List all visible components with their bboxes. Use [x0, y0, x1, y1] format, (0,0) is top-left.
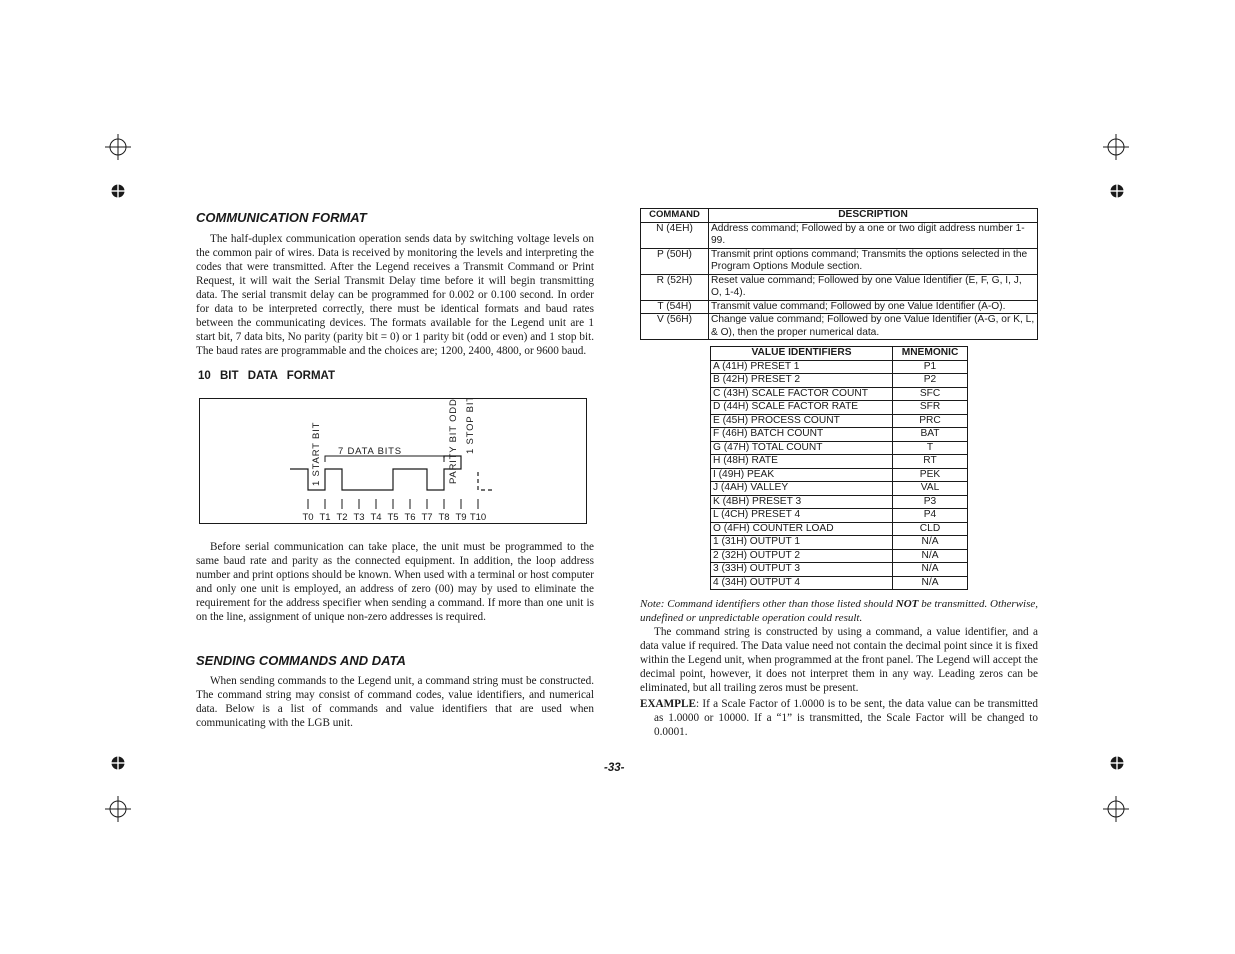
time-label: T2	[336, 512, 348, 523]
table-row	[711, 360, 968, 374]
table-row	[711, 509, 968, 523]
stop-bit-dashed-line	[478, 472, 495, 490]
time-label: T8	[438, 512, 450, 523]
value-identifier-cell: F (46H) BATCH COUNT	[711, 428, 893, 442]
bit-format-diagram-svg	[199, 398, 587, 524]
value-identifier-cell: H (48H) RATE	[711, 455, 893, 469]
command-cell: R (52H)	[641, 274, 709, 300]
value-identifier-cell: B (42H) PRESET 2	[711, 374, 893, 388]
note-text-suffix: be transmitted. Otherwise, undefined or unpredictable operation could result.	[640, 598, 1039, 624]
table-row	[711, 563, 968, 577]
table-row	[711, 536, 968, 550]
value-identifier-cell: O (4FH) COUNTER LOAD	[711, 522, 893, 536]
table-row	[641, 274, 1038, 300]
mnemonic-cell: RT	[893, 455, 968, 469]
bit-format-diagram	[199, 398, 587, 523]
value-identifier-cell: 3 (33H) OUTPUT 3	[711, 563, 893, 577]
note-text-prefix: Note: Command identifiers other than those listed should	[640, 598, 896, 610]
command-header: COMMAND	[641, 209, 709, 223]
value-identifier-cell: 4 (34H) OUTPUT 4	[711, 576, 893, 590]
value-identifier-cell: I (49H) PEAK	[711, 468, 893, 482]
mnemonic-cell: VAL	[893, 482, 968, 496]
mnemonic-cell: PRC	[893, 414, 968, 428]
table-row	[711, 455, 968, 469]
communication-format-paragraph: The half-duplex communication operation sends data by switching voltage levels on the common pair of wires. Data is received by monitoring the levels and interpreting the codes that were transmitted. After the Legend receives a Transmit Command or Print Request, it will wait the Serial Transmit Delay time before it will begin transmitting data. The serial transmit delay can be programmed for 0.002 or 0.100 second. In order for data to be interpreted correctly, there must be identical formats and baud rates between the communicating devices. The formats available for the Legend unit are 1 start bit, 7 data bits, No parity (parity bit = 0) or 1 parity bit (odd or even) and 1 stop bit. The baud rates are programmable and the choices are; 1200, 2400, 4800, or 9600 baud.	[196, 233, 594, 357]
left-column-lower	[196, 540, 594, 730]
table-row	[711, 522, 968, 536]
table-row	[711, 576, 968, 590]
mnemonic-cell: SFC	[893, 387, 968, 401]
command-cell: V (56H)	[641, 314, 709, 340]
note-paragraph	[640, 597, 1038, 625]
table-row	[641, 314, 1038, 340]
value-identifier-cell: D (44H) SCALE FACTOR RATE	[711, 401, 893, 415]
value-identifiers-header: VALUE IDENTIFIERS	[711, 347, 893, 361]
mnemonic-cell: N/A	[893, 563, 968, 577]
mnemonic-cell: T	[893, 441, 968, 455]
command-table-header	[641, 209, 1038, 223]
time-label: T0	[302, 512, 314, 523]
registration-dot-icon	[110, 755, 126, 771]
value-identifier-cell: K (4BH) PRESET 3	[711, 495, 893, 509]
table-row	[641, 300, 1038, 314]
example-text: : If a Scale Factor of 1.0000 is to be sent, the data value can be transmitted as 1.0000 or 10000. If a “1” is transmitted, the Scale Factor will be changed to 0.0001.	[654, 698, 1038, 738]
table-row	[711, 428, 968, 442]
value-table-body	[711, 360, 968, 590]
value-identifier-cell: L (4CH) PRESET 4	[711, 509, 893, 523]
table-row	[711, 374, 968, 388]
section-title-communication-format: COMMUNICATION FORMAT	[196, 210, 367, 225]
start-bit-label: 1 START BIT	[311, 421, 322, 486]
table-row	[641, 222, 1038, 248]
table-row	[711, 401, 968, 415]
left-column	[196, 210, 594, 382]
value-identifier-cell: A (41H) PRESET 1	[711, 360, 893, 374]
value-identifier-cell: C (43H) SCALE FACTOR COUNT	[711, 387, 893, 401]
registration-dot-icon	[1109, 755, 1125, 771]
sending-commands-paragraph: When sending commands to the Legend unit, a command string must be constructed. The command string may consist of command codes, value identifiers, and numerical data. Below is a list of commands and value identifiers that are used when communicating with the LGB unit.	[196, 675, 594, 729]
time-label: T4	[370, 512, 382, 523]
description-cell: Transmit print options command; Transmits the options selected in the Program Options Module section.	[709, 248, 1038, 274]
mnemonic-cell: P4	[893, 509, 968, 523]
registration-crosshair-icon	[105, 796, 131, 822]
time-label: T6	[404, 512, 416, 523]
registration-dot-icon	[110, 183, 126, 199]
table-row	[711, 495, 968, 509]
mnemonic-cell: P1	[893, 360, 968, 374]
time-label: T1	[319, 512, 331, 523]
registration-crosshair-icon	[1103, 796, 1129, 822]
table-row	[711, 549, 968, 563]
time-label: T3	[353, 512, 365, 523]
registration-crosshair-icon	[1103, 134, 1129, 160]
value-identifier-cell: J (4AH) VALLEY	[711, 482, 893, 496]
example-paragraph	[640, 697, 1038, 739]
example-label: EXAMPLE	[640, 698, 696, 710]
description-header: DESCRIPTION	[709, 209, 1038, 223]
mnemonic-cell: SFR	[893, 401, 968, 415]
registration-dot-icon	[1109, 183, 1125, 199]
command-cell: N (4EH)	[641, 222, 709, 248]
command-cell: P (50H)	[641, 248, 709, 274]
table-row	[711, 414, 968, 428]
description-cell: Reset value command; Followed by one Value Identifier (E, F, G, I, J, O, 1-4).	[709, 274, 1038, 300]
time-label: T7	[421, 512, 433, 523]
time-label: T9	[455, 512, 467, 523]
command-string-paragraph: The command string is constructed by using a command, a value identifier, and a data value if required. The Data value need not contain the decimal point since it is fixed within the Legend unit, when programmed at the front panel. The Legend will accept the decimal point, however, it does not interpret them in any way. Leading zeros can be eliminated, but all trailing zeros must be present.	[640, 626, 1038, 694]
table-row	[711, 482, 968, 496]
page-number: -33-	[604, 762, 625, 774]
mnemonic-cell: PEK	[893, 468, 968, 482]
mnemonic-cell: P3	[893, 495, 968, 509]
mnemonic-header: MNEMONIC	[893, 347, 968, 361]
time-label: T5	[387, 512, 399, 523]
note-emphasis: NOT	[895, 598, 919, 610]
subsection-title-10-bit: 10 BIT DATA FORMAT	[198, 370, 336, 382]
description-cell: Address command; Followed by a one or two digit address number 1-99.	[709, 222, 1038, 248]
value-identifier-cell: 2 (32H) OUTPUT 2	[711, 549, 893, 563]
mnemonic-cell: N/A	[893, 576, 968, 590]
description-cell: Transmit value command; Followed by one Value Identifier (A-O).	[709, 300, 1038, 314]
time-labels	[302, 512, 486, 523]
table-row	[641, 248, 1038, 274]
table-row	[711, 468, 968, 482]
stop-bit-label: 1 STOP BIT	[465, 398, 476, 454]
description-cell: Change value command; Followed by one Value Identifier (A-G, or K, L, & O), then the proper numerical data.	[709, 314, 1038, 340]
time-label: T10	[469, 512, 487, 523]
command-cell: T (54H)	[641, 300, 709, 314]
value-table-header	[711, 347, 968, 361]
value-identifier-cell: E (45H) PROCESS COUNT	[711, 414, 893, 428]
mnemonic-cell: N/A	[893, 549, 968, 563]
before-communication-paragraph: Before serial communication can take place, the unit must be programmed to the same baud rate and parity as the connected equipment. In addition, the loop address number and print options should be known. When used with a terminal or host computer and only one unit is employed, an address of zero (00) may by used to eliminate the requirement for the address specifier when sending a command. If more than one unit is on the line, assignment of unique non-zero addresses is required.	[196, 541, 594, 623]
command-table	[640, 208, 1038, 340]
mnemonic-cell: N/A	[893, 536, 968, 550]
table-row	[711, 441, 968, 455]
mnemonic-cell: BAT	[893, 428, 968, 442]
right-column-text	[640, 597, 1038, 739]
data-bits-label: 7 DATA BITS	[338, 446, 402, 457]
mnemonic-cell: P2	[893, 374, 968, 388]
tick-marks	[308, 499, 478, 509]
mnemonic-cell: CLD	[893, 522, 968, 536]
parity-bit-label: PARITY BIT ODD	[448, 398, 459, 484]
section-title-sending-commands: SENDING COMMANDS AND DATA	[196, 653, 406, 668]
value-identifier-cell: 1 (31H) OUTPUT 1	[711, 536, 893, 550]
value-identifiers-table	[710, 346, 968, 590]
table-row	[711, 387, 968, 401]
value-identifier-cell: G (47H) TOTAL COUNT	[711, 441, 893, 455]
registration-crosshair-icon	[105, 134, 131, 160]
